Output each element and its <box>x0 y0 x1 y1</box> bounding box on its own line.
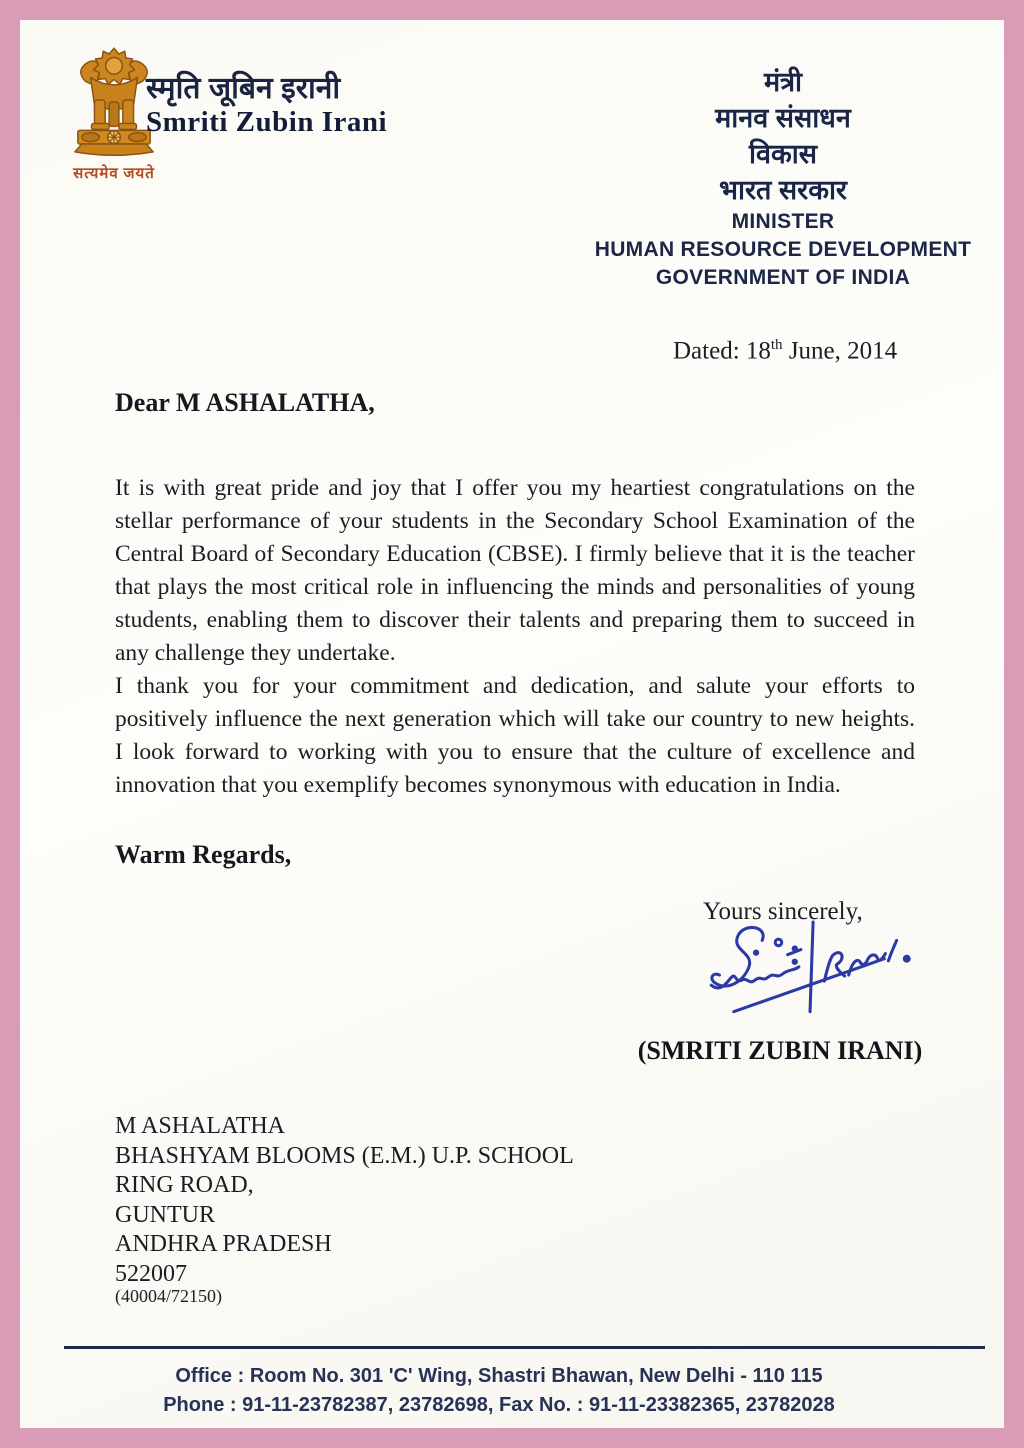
minister-title-english-line: HUMAN RESOURCE DEVELOPMENT <box>594 238 972 261</box>
date-line <box>673 337 897 365</box>
recipient-address <box>115 1112 574 1289</box>
address-line: M ASHALATHA <box>115 1113 286 1139</box>
reference-number: (40004/72150) <box>115 1286 222 1306</box>
minister-title-block <box>565 64 1001 292</box>
closing-regards: Warm Regards, <box>115 840 292 869</box>
body-paragraph: It is with great pride and joy that I offer you my heartiest congratulations on the stellar performance of your students in the Secondary School Examination of the Central Board of Secondary Education (CBSE). I firmly believe that it is the teacher that plays the most critical role in influencing the minds and personalities of young students, enabling them to discover their talents and preparing them to succeed in any challenge they undertake. <box>115 475 915 666</box>
address-line: BHASHYAM BLOOMS (E.M.) U.P. SCHOOL <box>115 1142 574 1169</box>
address-line: RING ROAD, <box>115 1172 254 1198</box>
minister-title-hindi-line: मंत्री <box>763 67 803 97</box>
minister-title-hindi-line: विकास <box>749 139 817 169</box>
address-line: 522007 <box>115 1260 187 1287</box>
sender-name-english: Smriti Zubin Irani <box>146 106 388 138</box>
date-rest: June, 2014 <box>782 337 898 365</box>
address-line: GUNTUR <box>115 1201 215 1228</box>
minister-title-english-line: MINISTER <box>731 210 835 233</box>
emblem-motto: सत्यमेव जयते <box>73 166 155 182</box>
address-line: ANDHRA PRADESH <box>115 1231 332 1257</box>
sender-name-hindi: स्मृति जूबिन इरानी <box>146 72 341 105</box>
minister-title-english-line: GOVERNMENT OF INDIA <box>655 266 911 289</box>
office-address-line: Office : Room No. 301 'C' Wing, Shastri Bhawan, New Delhi - 110 115 <box>175 1365 823 1387</box>
footer-divider <box>64 1346 985 1349</box>
salutation: Dear M ASHALATHA, <box>115 388 375 417</box>
signoff: Yours sincerely, <box>703 898 863 925</box>
signatory-name: (SMRITI ZUBIN IRANI) <box>637 1036 923 1065</box>
letter-paper <box>20 20 1004 1428</box>
body-paragraph: I thank you for your commitment and dedication, and salute your efforts to positively influence the next generation which will take our country to new heights. I look forward to working with you to ensure that the culture of excellence and innovation that you exemplify becomes synonymous with education in India. <box>115 673 915 798</box>
date-prefix: Dated: 18 <box>673 337 771 365</box>
minister-title-hindi-line: भारत सरकार <box>719 175 847 205</box>
minister-title-hindi-line: मानव संसाधन <box>715 103 851 133</box>
date-ordinal-suffix: th <box>770 337 783 353</box>
ashoka-emblem-icon <box>70 143 158 160</box>
footer-contact-block <box>24 1362 974 1420</box>
phone-fax-line: Phone : 91-11-23782387, 23782698, Fax No. : 91-11-23382365, 23782028 <box>163 1394 835 1416</box>
signature-scribble-icon <box>688 918 928 1035</box>
